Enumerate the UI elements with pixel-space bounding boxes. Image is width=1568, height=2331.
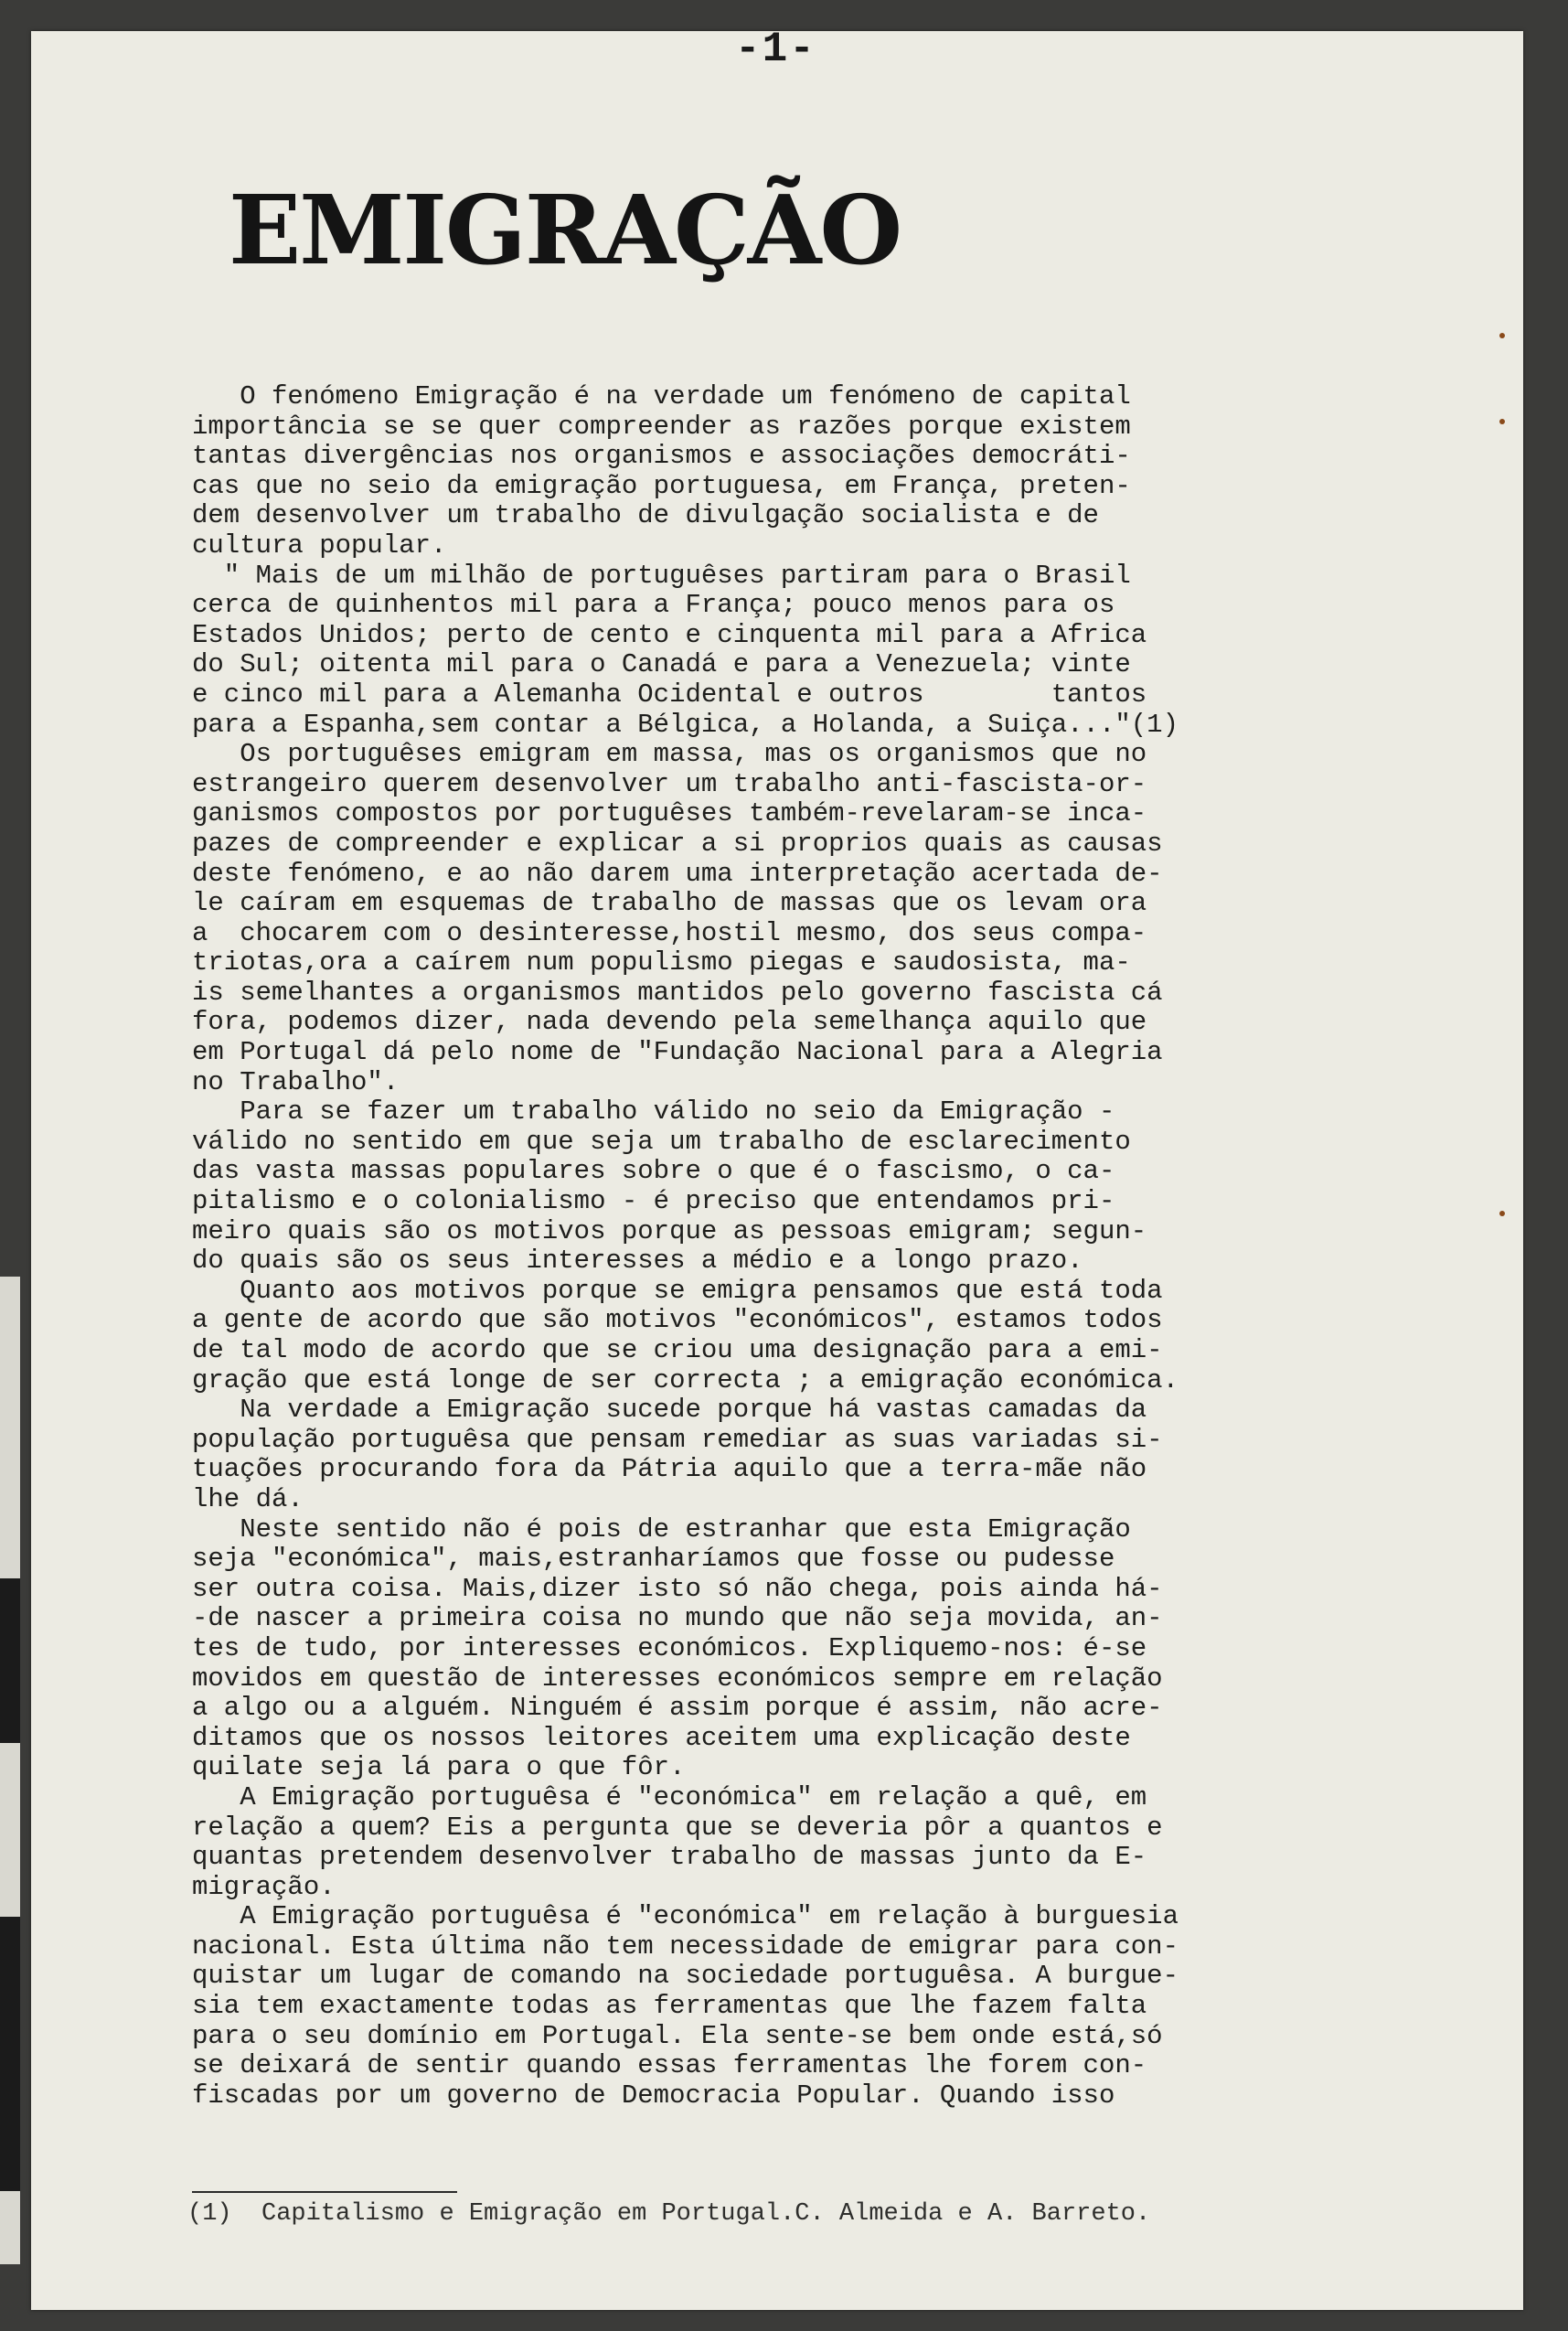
text-line: tes de tudo, por interesses económicos. Expliquemo-nos: é-se bbox=[192, 1632, 1147, 1663]
text-line: fiscadas por um governo de Democracia Popular. Quando isso bbox=[192, 2080, 1115, 2111]
text-line: Neste sentido não é pois de estranhar que esta Emigração bbox=[192, 1513, 1131, 1545]
text-line: de tal modo de acordo que se criou uma designação para a emi- bbox=[192, 1335, 1163, 1365]
text-line: triotas,ora a caírem num populismo piegas e saudosista, ma- bbox=[192, 947, 1131, 978]
text-line: importância se se quer compreender as razões porque existem bbox=[192, 411, 1131, 442]
text-line: pazes de compreender e explicar a si proprios quais as causas bbox=[192, 828, 1163, 859]
text-line: a gente de acordo que são motivos "económicos", estamos todos bbox=[192, 1305, 1163, 1336]
paper-stain bbox=[1499, 333, 1505, 338]
text-line: ganismos compostos por portuguêses também-revelaram-se inca- bbox=[192, 798, 1147, 829]
text-line: meiro quais são os motivos porque as pessoas emigram; segun- bbox=[192, 1215, 1147, 1246]
text-line: Estados Unidos; perto de cento e cinquenta mil para a Africa bbox=[192, 619, 1147, 650]
text-line: pitalismo e o colonialismo - é preciso que entendamos pri- bbox=[192, 1186, 1115, 1217]
text-line: do quais são os seus interesses a médio e a longo prazo. bbox=[192, 1246, 1083, 1277]
text-line: tantas divergências nos organismos e associações democráti- bbox=[192, 441, 1131, 472]
text-line: em Portugal dá pelo nome de "Fundação Nacional para a Alegria bbox=[192, 1037, 1163, 1068]
text-line: Quanto aos motivos porque se emigra pensamos que está toda bbox=[192, 1275, 1163, 1306]
text-line: Os portuguêses emigram em massa, mas os organismos que no bbox=[192, 739, 1147, 770]
scale-ruler bbox=[0, 1277, 20, 2264]
text-line: dem desenvolver um trabalho de divulgação socialista e de bbox=[192, 500, 1099, 531]
footnote-rule bbox=[192, 2191, 457, 2193]
text-line: deste fenómeno, e ao não darem uma interpretação acertada de- bbox=[192, 858, 1163, 889]
text-line: O fenómeno Emigração é na verdade um fenómeno de capital bbox=[192, 381, 1131, 412]
text-line: para a Espanha,sem contar a Bélgica, a Holanda, a Suiça..."(1) bbox=[192, 709, 1179, 740]
text-line: das vasta massas populares sobre o que é o fascismo, o ca- bbox=[192, 1156, 1115, 1187]
text-line: do Sul; oitenta mil para o Canadá e para a Venezuela; vinte bbox=[192, 649, 1131, 680]
text-line: cultura popular. bbox=[192, 529, 447, 561]
page-title: EMIGRAÇÃO bbox=[229, 174, 901, 286]
text-line: gração que está longe de ser correcta ; a emigração económica. bbox=[192, 1364, 1179, 1395]
body-text bbox=[192, 382, 1381, 2111]
text-line: quistar um lugar de comando na sociedade portuguêsa. A burgue- bbox=[192, 1961, 1179, 1992]
text-line: sia tem exactamente todas as ferramentas que lhe fazem falta bbox=[192, 1991, 1147, 2022]
text-line: para o seu domínio em Portugal. Ela sente-se bem onde está,só bbox=[192, 2020, 1163, 2051]
paper-stain bbox=[1499, 1211, 1505, 1216]
text-line: fora, podemos dizer, nada devendo pela semelhança aquilo que bbox=[192, 1007, 1147, 1038]
text-line: se deixará de sentir quando essas ferramentas lhe forem con- bbox=[192, 2050, 1147, 2081]
text-line: ser outra coisa. Mais,dizer isto só não chega, pois ainda há- bbox=[192, 1573, 1163, 1604]
text-line: movidos em questão de interesses económicos sempre em relação bbox=[192, 1663, 1163, 1694]
text-line: -de nascer a primeira coisa no mundo que não seja movida, an- bbox=[192, 1603, 1163, 1634]
text-line: no Trabalho". bbox=[192, 1066, 400, 1097]
text-line: e cinco mil para a Alemanha Ocidental e outros tantos bbox=[192, 679, 1147, 710]
text-line: migração. bbox=[192, 1871, 336, 1902]
text-line: nacional. Esta última não tem necessidade de emigrar para con- bbox=[192, 1930, 1179, 1962]
text-line: relação a quem? Eis a pergunta que se deveria pôr a quantos e bbox=[192, 1812, 1163, 1843]
text-line: a chocarem com o desinteresse,hostil mesmo, dos seus compa- bbox=[192, 917, 1147, 948]
text-line: cerca de quinhentos mil para a França; pouco menos para os bbox=[192, 590, 1115, 621]
text-line: is semelhantes a organismos mantidos pelo governo fascista cá bbox=[192, 977, 1163, 1008]
text-line: a algo ou a alguém. Ninguém é assim porque é assim, não acre- bbox=[192, 1693, 1163, 1724]
text-line: válido no sentido em que seja um trabalho de esclarecimento bbox=[192, 1126, 1131, 1157]
text-line: cas que no seio da emigração portuguesa, em França, preten- bbox=[192, 470, 1131, 501]
paper-stain bbox=[1499, 419, 1505, 424]
text-line: quantas pretendem desenvolver trabalho de massas junto da E- bbox=[192, 1842, 1147, 1873]
text-line: A Emigração portuguêsa é "económica" em relação a quê, em bbox=[192, 1781, 1147, 1812]
text-line: população portuguêsa que pensam remediar as suas variadas si- bbox=[192, 1424, 1163, 1455]
footnote: (1) Capitalismo e Emigração em Portugal.C. Almeida e A. Barreto. bbox=[187, 2200, 1151, 2228]
text-line: tuações procurando fora da Pátria aquilo que a terra-mãe não bbox=[192, 1454, 1147, 1485]
text-line: Na verdade a Emigração sucede porque há vastas camadas da bbox=[192, 1395, 1147, 1426]
text-line: quilate seja lá para o que fôr. bbox=[192, 1752, 686, 1783]
text-line: lhe dá. bbox=[192, 1483, 304, 1514]
text-line: estrangeiro querem desenvolver um trabalho anti-fascista-or- bbox=[192, 768, 1147, 799]
text-line: le caíram em esquemas de trabalho de massas que os levam ora bbox=[192, 888, 1147, 919]
text-line: " Mais de um milhão de portuguêses partiram para o Brasil bbox=[192, 560, 1131, 591]
text-line: A Emigração portuguêsa é "económica" em relação à burguesia bbox=[192, 1901, 1179, 1932]
page-number: -1- bbox=[735, 26, 816, 73]
text-line: ditamos que os nossos leitores aceitem uma explicação deste bbox=[192, 1722, 1131, 1753]
text-line: seja "económica", mais,estranharíamos que fosse ou pudesse bbox=[192, 1544, 1115, 1575]
text-line: Para se fazer um trabalho válido no seio da Emigração - bbox=[192, 1096, 1115, 1128]
